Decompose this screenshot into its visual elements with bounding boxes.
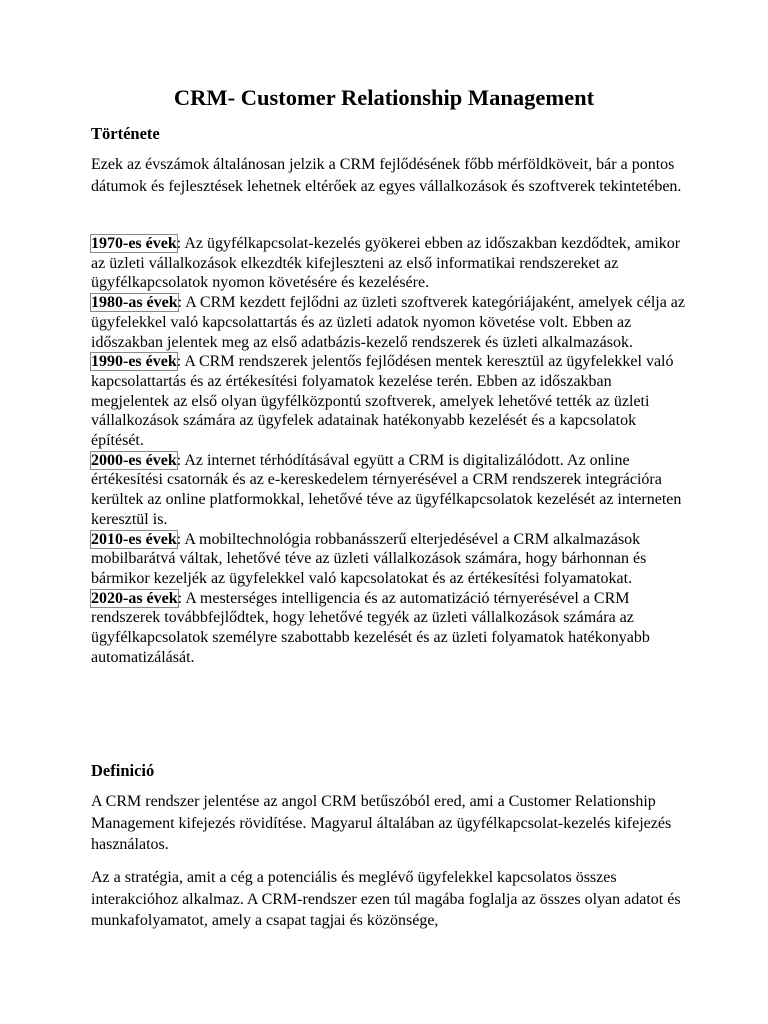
decade-label: 1990-es évek <box>91 353 177 371</box>
timeline-entry <box>91 530 691 589</box>
decade-text: : A CRM kezdett fejlődni az üzleti szoftverek kategóriájaként, amelyek célja az ügyfelekkel való kapcsolattartás és az üzleti adatok nyomon követése volt. Ebben az időszakban jelentek meg az első adatbázis-kezelő rendszerek és üzleti alkalmazások. <box>91 294 686 351</box>
timeline-entry <box>91 352 691 451</box>
decade-text: : A CRM rendszerek jelentős fejlődésen mentek keresztül az ügyfelekkel való kapcsolattartás és az értékesítési folyamatok kezelése terén. Ebben az időszakban megjelentek az első olyan ügyfélközpontú szoftverek, amelyek lehetővé tették az üzleti vállalkozások számára az ügyfelek adatainak hatékonyabb kezelését és a kapcsolatok építését. <box>91 353 674 450</box>
decade-label: 2010-es évek <box>91 530 177 548</box>
decade-text: : Az internet térhódításával együtt a CRM is digitalizálódott. Az online értékesítési csatornák és az e-kereskedelem térnyerésével a CRM rendszerek integrációra kerültek az online platformokkal, lehetővé téve az ügyfélkapcsolatok kezelését az interneten keresztül is. <box>91 451 682 528</box>
history-timeline <box>91 234 691 667</box>
history-intro-paragraph: Ezek az évszámok általánosan jelzik a CRM fejlődésének főbb mérföldköveit, bár a pontos dátumok és fejlesztések lehetnek eltérőek az egyes vállalkozások és szoftverek tekintetében. <box>91 156 682 195</box>
section-heading-definition: Definició <box>91 761 155 780</box>
definition-paragraph: A CRM rendszer jelentése az angol CRM betűszóból ered, ami a Customer Relationship Management kifejezés rövidítése. Magyarul általában az ügyfélkapcsolat-kezelés kifejezés használatos. <box>91 793 672 853</box>
timeline-entry <box>91 589 691 668</box>
decade-label: 2020-as évek <box>91 589 178 607</box>
decade-label: 1980-as évek <box>91 294 178 312</box>
definition-paragraph: Az a stratégia, amit a cég a potenciális és meglévő ügyfelekkel kapcsolatos összes interakcióhoz alkalmaz. A CRM-rendszer ezen túl magába foglalja az összes olyan adatot és munkafolyamatot, amely a csapat tagjai és közönsége, <box>91 869 681 929</box>
timeline-entry <box>91 293 691 352</box>
timeline-entry <box>91 451 691 530</box>
decade-label: 1970-es évek <box>91 235 177 252</box>
decade-label: 2000-es évek <box>91 451 177 469</box>
section-heading-history: Története <box>91 124 160 143</box>
decade-text: : A mobiltechnológia robbanásszerű elterjedésével a CRM alkalmazások mobilbarátvá váltak, lehetővé téve az üzleti vállalkozások számára, hogy bárhonnan és bármikor kezeljék az ügyfelekkel való kapcsolatokat és az értékesítési folyamatokat. <box>91 530 647 587</box>
timeline-entry <box>91 234 691 293</box>
decade-text: : Az ügyfélkapcsolat-kezelés gyökerei ebben az időszakban kezdődtek, amikor az üzleti vállalkozások elkezdték kifejleszteni az első informatikai rendszereket az ügyfélkapcsolatok nyomon követésére és kezelésére. <box>91 235 681 292</box>
decade-text: : A mesterséges intelligencia és az automatizáció térnyerésével a CRM rendszerek továbbfejlődtek, hogy lehetővé tegyék az üzleti vállalkozások számára az ügyfélkapcsolatok személyre szabottabb kezelését és az üzleti folyamatok hatékonyabb automatizálását. <box>91 589 650 666</box>
document-title: CRM- Customer Relationship Management <box>173 85 595 110</box>
